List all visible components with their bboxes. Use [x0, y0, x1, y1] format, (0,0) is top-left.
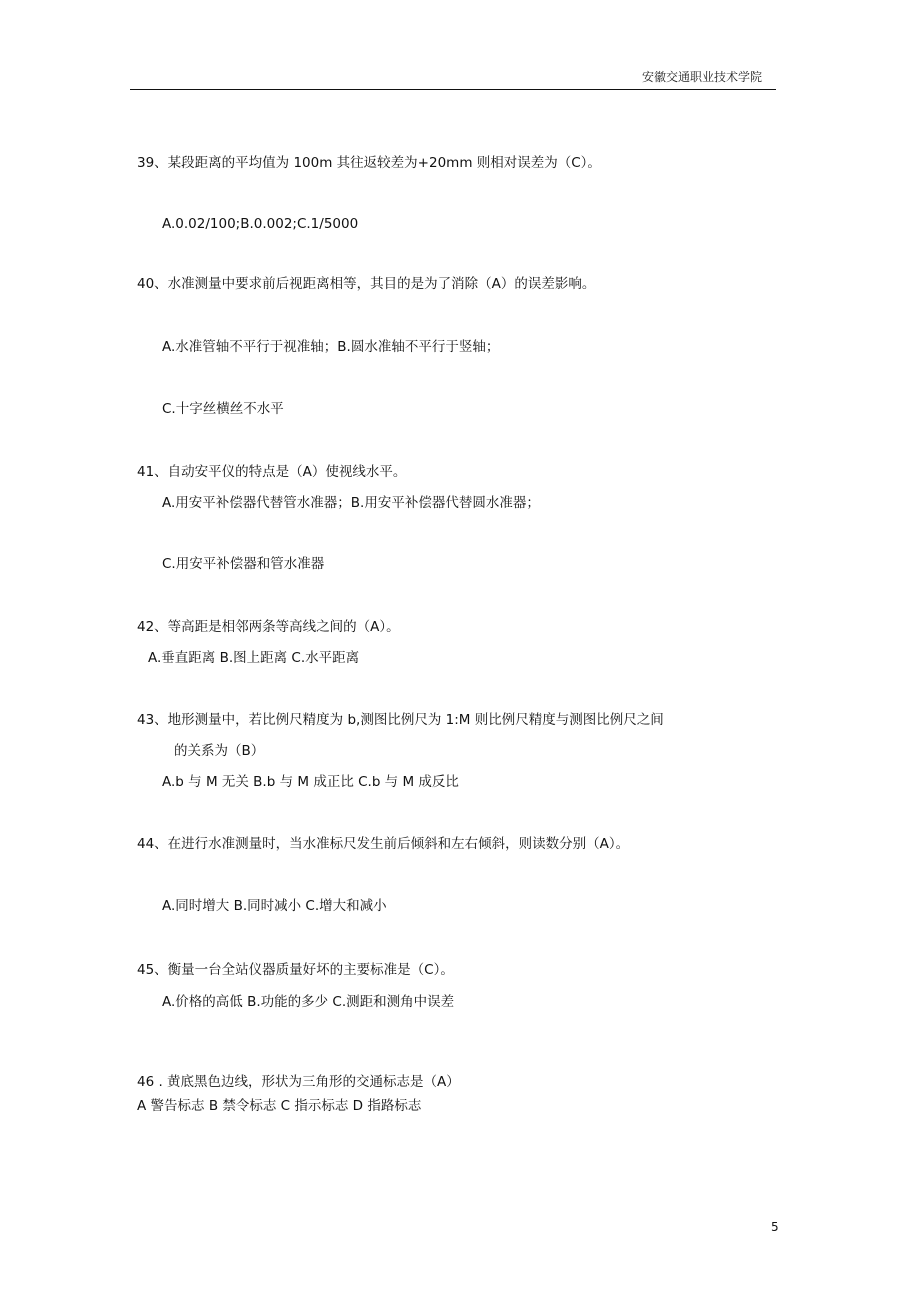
question-39-options: A.0.02/100;B.0.002;C.1/5000: [162, 216, 359, 232]
question-42: 42、等高距是相邻两条等高线之间的（A）。: [137, 619, 400, 635]
question-40-options: A.水准管轴不平行于视准轴；B.圆水准轴不平行于竖轴；: [162, 339, 500, 355]
question-41-options: A.用安平补偿器代替管水准器；B.用安平补偿器代替圆水准器；: [162, 495, 540, 511]
question-43-continuation: 的关系为（B）: [174, 743, 265, 759]
question-45-options: A.价格的高低 B.功能的多少 C.测距和测角中误差: [162, 994, 455, 1010]
question-40: 40、水准测量中要求前后视距离相等，其目的是为了消除（A）的误差影响。: [137, 276, 596, 292]
question-46-options: A 警告标志 B 禁令标志 C 指示标志 D 指路标志: [137, 1098, 422, 1114]
header-institution: 安徽交通职业技术学院: [641, 70, 762, 84]
question-46: 46 . 黄底黑色边线，形状为三角形的交通标志是（A）: [137, 1074, 460, 1090]
question-44-options: A.同时增大 B.同时减小 C.增大和减小: [162, 898, 387, 914]
header-divider: [130, 89, 776, 90]
page-number: 5: [771, 1220, 779, 1234]
question-45: 45、衡量一台全站仪器质量好坏的主要标准是（C）。: [137, 962, 454, 978]
question-42-options: A.垂直距离 B.图上距离 C.水平距离: [148, 650, 360, 666]
question-41-options: C.用安平补偿器和管水准器: [162, 556, 325, 572]
question-43-options: A.b 与 M 无关 B.b 与 M 成正比 C.b 与 M 成反比: [162, 774, 459, 790]
question-41: 41、自动安平仪的特点是（A）使视线水平。: [137, 464, 407, 480]
question-40-options: C.十字丝横丝不水平: [162, 401, 284, 417]
question-39: 39、某段距离的平均值为 100m 其往返较差为+20mm 则相对误差为（C）。: [137, 155, 601, 171]
question-44: 44、在进行水准测量时，当水准标尺发生前后倾斜和左右倾斜，则读数分别（A）。: [137, 836, 630, 852]
question-43: 43、地形测量中，若比例尺精度为 b,测图比例尺为 1:M 则比例尺精度与测图比例尺之间: [137, 712, 664, 728]
